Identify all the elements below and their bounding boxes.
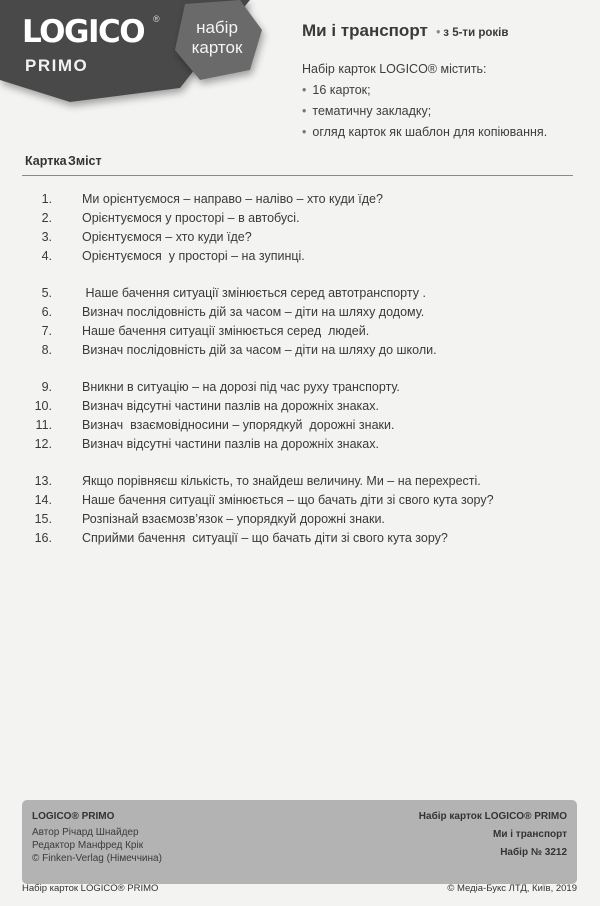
intro-block	[302, 59, 547, 143]
card-number: 8.	[41, 343, 52, 357]
card-description: Ми орієнтуємося – направо – наліво – хто куди їде?	[82, 192, 383, 206]
bullet-icon: •	[436, 27, 441, 39]
table-row	[0, 343, 600, 362]
imprint-brand: LOGICO® PRIMO	[32, 811, 115, 822]
set-number: Набір № 3212	[500, 847, 567, 858]
original-copyright: © Finken-Verlag (Німеччина)	[32, 853, 162, 864]
card-description: Сприйми бачення ситуації – що бачать діти зі свого кута зору?	[82, 531, 448, 545]
table-row	[0, 493, 600, 512]
header-divider	[22, 175, 573, 176]
card-number: 6.	[41, 305, 52, 319]
card-number: 7.	[41, 324, 52, 338]
age-text: з 5-ти років	[443, 27, 509, 39]
card-number: 11.	[35, 418, 52, 432]
card-description: Орієнтуємося у просторі – в автобусі.	[82, 211, 300, 225]
card-description: Орієнтуємося у просторі – на зупинці.	[82, 249, 305, 263]
card-description: Орієнтуємося – хто куди їде?	[82, 230, 252, 244]
table-row	[0, 512, 600, 531]
title-block	[302, 21, 508, 41]
credits	[32, 810, 162, 865]
card-description: Визнач відсутні частини пазлів на дорожніх знаках.	[82, 437, 379, 451]
table-row	[0, 324, 600, 343]
table-row	[0, 192, 600, 211]
table-row	[0, 399, 600, 418]
bullet-icon: •	[302, 83, 307, 97]
logo: LOGICO	[22, 14, 145, 50]
table-row	[0, 286, 600, 305]
card-number: 10.	[34, 399, 52, 413]
row-group	[0, 474, 600, 550]
card-description: Вникни в ситуацію – на дорозі під час руху транспорту.	[82, 380, 400, 394]
age-label	[436, 27, 508, 39]
table-row	[0, 418, 600, 437]
intro-item	[302, 80, 547, 101]
card-number: 16.	[34, 531, 52, 545]
intro-item-text: 16 карток;	[312, 83, 371, 97]
card-number: 12.	[34, 437, 52, 451]
set-name: Набір карток LOGICO® PRIMO	[418, 811, 567, 822]
card-description: Визнач послідовність дій за часом – діти на шляху до школи.	[82, 343, 437, 357]
contents-list	[0, 192, 600, 568]
page-title: Ми і транспорт	[302, 21, 428, 40]
card-number: 14.	[34, 493, 52, 507]
set-badge	[180, 18, 254, 58]
registered-mark: ®	[153, 14, 160, 24]
table-row	[0, 531, 600, 550]
table-row	[0, 305, 600, 324]
intro-item	[302, 122, 547, 143]
card-description: Визнач відсутні частини пазлів на дорожніх знаках.	[82, 399, 379, 413]
card-number: 3.	[41, 230, 52, 244]
publisher-copyright: © Медіа-Букс ЛТД, Київ, 2019	[447, 883, 577, 894]
card-description: Визнач взаємовідносини – упорядкуй дорожні знаки.	[82, 418, 395, 432]
table-row	[0, 380, 600, 399]
intro-item-text: тематичну закладку;	[312, 104, 432, 118]
intro-item	[302, 101, 547, 122]
author: Автор Річард Шнайдер	[32, 827, 139, 838]
imprint-box	[22, 800, 577, 884]
card-number: 5.	[41, 286, 52, 300]
table-row	[0, 437, 600, 456]
row-group	[0, 380, 600, 456]
footer-left-text: Набір карток LOGICO® PRIMO	[22, 883, 159, 894]
editor: Редактор Манфред Крік	[32, 840, 144, 851]
row-group	[0, 286, 600, 362]
table-row	[0, 474, 600, 493]
table-header	[25, 154, 102, 168]
table-row	[0, 249, 600, 268]
card-number: 9.	[41, 380, 52, 394]
card-number: 4.	[41, 249, 52, 263]
badge-line-1: набір	[196, 18, 238, 37]
card-number: 2.	[41, 211, 52, 225]
column-header-card: Картка	[25, 154, 67, 168]
card-number: 15.	[34, 512, 52, 526]
intro-lead: Набір карток LOGICO® містить:	[302, 62, 487, 76]
card-description: Якщо порівняєш кількість, то знайдеш величину. Ми – на перехресті.	[82, 474, 481, 488]
set-info	[419, 810, 567, 864]
row-group	[0, 192, 600, 268]
table-row	[0, 211, 600, 230]
bullet-icon: •	[302, 125, 307, 139]
set-title: Ми і транспорт	[492, 829, 567, 840]
bullet-icon: •	[302, 104, 307, 118]
card-description: Наше бачення ситуації змінюється серед автотранспорту .	[82, 286, 426, 300]
card-number: 1.	[41, 192, 52, 206]
badge-line-2: карток	[191, 38, 243, 57]
card-number: 13.	[34, 474, 52, 488]
card-description: Визнач послідовність дій за часом – діти на шляху додому.	[82, 305, 425, 319]
card-description: Наше бачення ситуації змінюється – що бачать діти зі свого кута зору?	[82, 493, 494, 507]
sub-brand: PRIMO	[25, 56, 89, 75]
card-description: Наше бачення ситуації змінюється серед людей.	[82, 324, 370, 338]
intro-item-text: огляд карток як шаблон для копіювання.	[312, 125, 548, 139]
card-description: Розпізнай взаємозв’язок – упорядкуй дорожні знаки.	[82, 512, 385, 526]
table-row	[0, 230, 600, 249]
column-header-content: Зміст	[68, 154, 102, 168]
